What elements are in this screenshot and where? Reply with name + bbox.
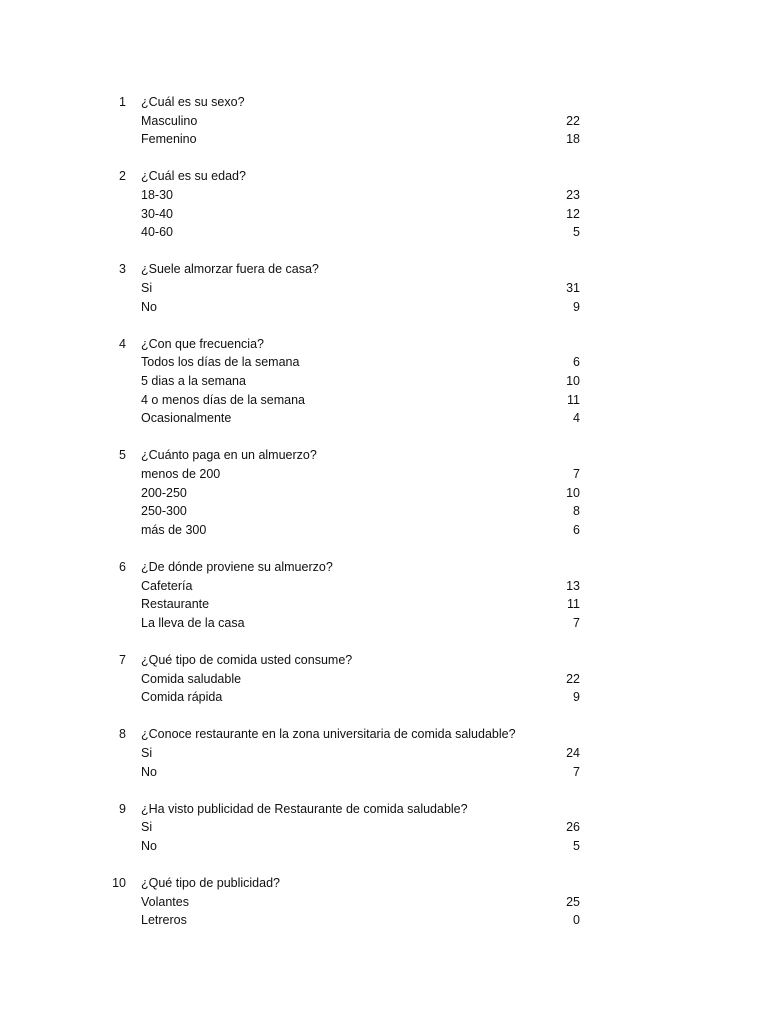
answer-row [0,521,768,540]
answer-count: 13 [566,578,580,593]
question-number: 7 [119,653,126,667]
question-number: 2 [119,169,126,184]
answer-label: Cafetería [141,578,193,593]
answer-row [0,763,768,782]
answer-label: Si [141,281,153,295]
question-text: ¿Qué tipo de publicidad? [141,876,280,891]
answer-count: 12 [566,206,580,221]
question-number: 8 [119,727,126,742]
question-number: 6 [119,560,126,574]
answer-row [0,744,768,763]
question-text: ¿Cuánto paga en un almuerzo? [141,448,317,463]
question-text: ¿Ha visto publicidad de Restaurante de comida saludable? [141,801,468,816]
answer-count: 5 [573,225,580,240]
question-2 [0,167,768,186]
question-number: 4 [119,336,126,351]
answer-label: menos de 200 [141,467,221,481]
answer-count: 25 [566,894,580,909]
answer-row [0,130,768,149]
answer-row [0,353,768,372]
answer-row [0,223,768,242]
question-8 [0,725,768,744]
answer-count: 6 [573,355,580,370]
answer-row [0,614,768,633]
answer-label: Comida saludable [141,671,242,686]
answer-row [0,409,768,428]
question-6 [0,558,768,577]
answer-label: Comida rápida [141,690,223,705]
answer-row [0,279,768,298]
answer-label: 200-250 [141,485,187,500]
answer-row [0,837,768,856]
question-number: 5 [119,448,126,463]
question-text: ¿Cuál es su sexo? [141,95,245,109]
answer-count: 10 [566,374,580,388]
question-number: 10 [112,876,126,891]
answer-label: más de 300 [141,522,207,537]
answer-label: Ocasionalmente [141,411,232,426]
question-5 [0,446,768,465]
answer-count: 7 [573,615,580,630]
answer-count: 31 [566,281,580,295]
question-4 [0,335,768,354]
answer-count: 11 [567,392,580,407]
question-text: ¿Suele almorzar fuera de casa? [141,262,319,277]
answer-count: 26 [566,820,580,835]
question-text: ¿De dónde proviene su almuerzo? [141,560,333,574]
answer-row [0,465,768,484]
answer-label: Restaurante [141,597,210,612]
question-1 [0,93,768,112]
answer-label: No [141,764,157,779]
answer-label: Todos los días de la semana [141,355,300,370]
question-3 [0,260,768,279]
answer-row [0,298,768,317]
answer-row [0,670,768,689]
answer-count: 22 [566,113,580,128]
answer-count: 23 [566,188,580,202]
answer-label: 250-300 [141,504,187,519]
question-9 [0,800,768,819]
answer-label: 40-60 [141,225,173,240]
answer-label: Masculino [141,113,198,128]
answer-row [0,688,768,707]
answer-label: No [141,299,157,314]
question-text: ¿Conoce restaurante en la zona universitaria de comida saludable? [141,727,516,742]
question-7 [0,651,768,670]
answer-label: 18-30 [141,188,173,202]
answer-label: 5 dias a la semana [141,374,246,388]
question-text: ¿Qué tipo de comida usted consume? [141,653,353,667]
answer-label: Femenino [141,132,197,147]
answer-count: 5 [573,839,580,853]
answer-label: No [141,839,157,853]
answer-count: 22 [566,671,580,686]
question-number: 3 [119,262,126,277]
answer-count: 7 [573,764,580,779]
answer-count: 7 [573,467,580,481]
answer-row [0,484,768,503]
answer-count: 0 [573,913,580,928]
answer-count: 6 [573,522,580,537]
answer-row [0,502,768,521]
answer-label: Si [141,820,153,835]
answer-count: 18 [566,132,580,147]
answer-row [0,911,768,930]
answer-count: 4 [573,411,580,426]
answer-label: Volantes [141,894,189,909]
answer-count: 24 [566,746,580,760]
answer-count: 10 [566,485,580,500]
answer-row [0,112,768,131]
answer-label: 30-40 [141,206,173,221]
answer-row [0,595,768,614]
question-10 [0,874,768,893]
answer-count: 9 [573,299,580,314]
question-number: 9 [119,801,126,816]
answer-row [0,893,768,912]
answer-label: Letreros [141,913,187,928]
answer-count: 9 [573,690,580,705]
answer-row [0,391,768,410]
question-text: ¿Cuál es su edad? [141,169,246,184]
answer-row [0,577,768,596]
answer-row [0,186,768,205]
answer-label: La lleva de la casa [141,615,245,630]
answer-row [0,205,768,224]
answer-label: Si [141,746,153,760]
question-number: 1 [119,95,126,109]
answer-row [0,818,768,837]
answer-count: 11 [567,597,580,612]
answer-row [0,372,768,391]
answer-label: 4 o menos días de la semana [141,392,305,407]
question-text: ¿Con que frecuencia? [141,336,264,351]
answer-count: 8 [573,504,580,519]
